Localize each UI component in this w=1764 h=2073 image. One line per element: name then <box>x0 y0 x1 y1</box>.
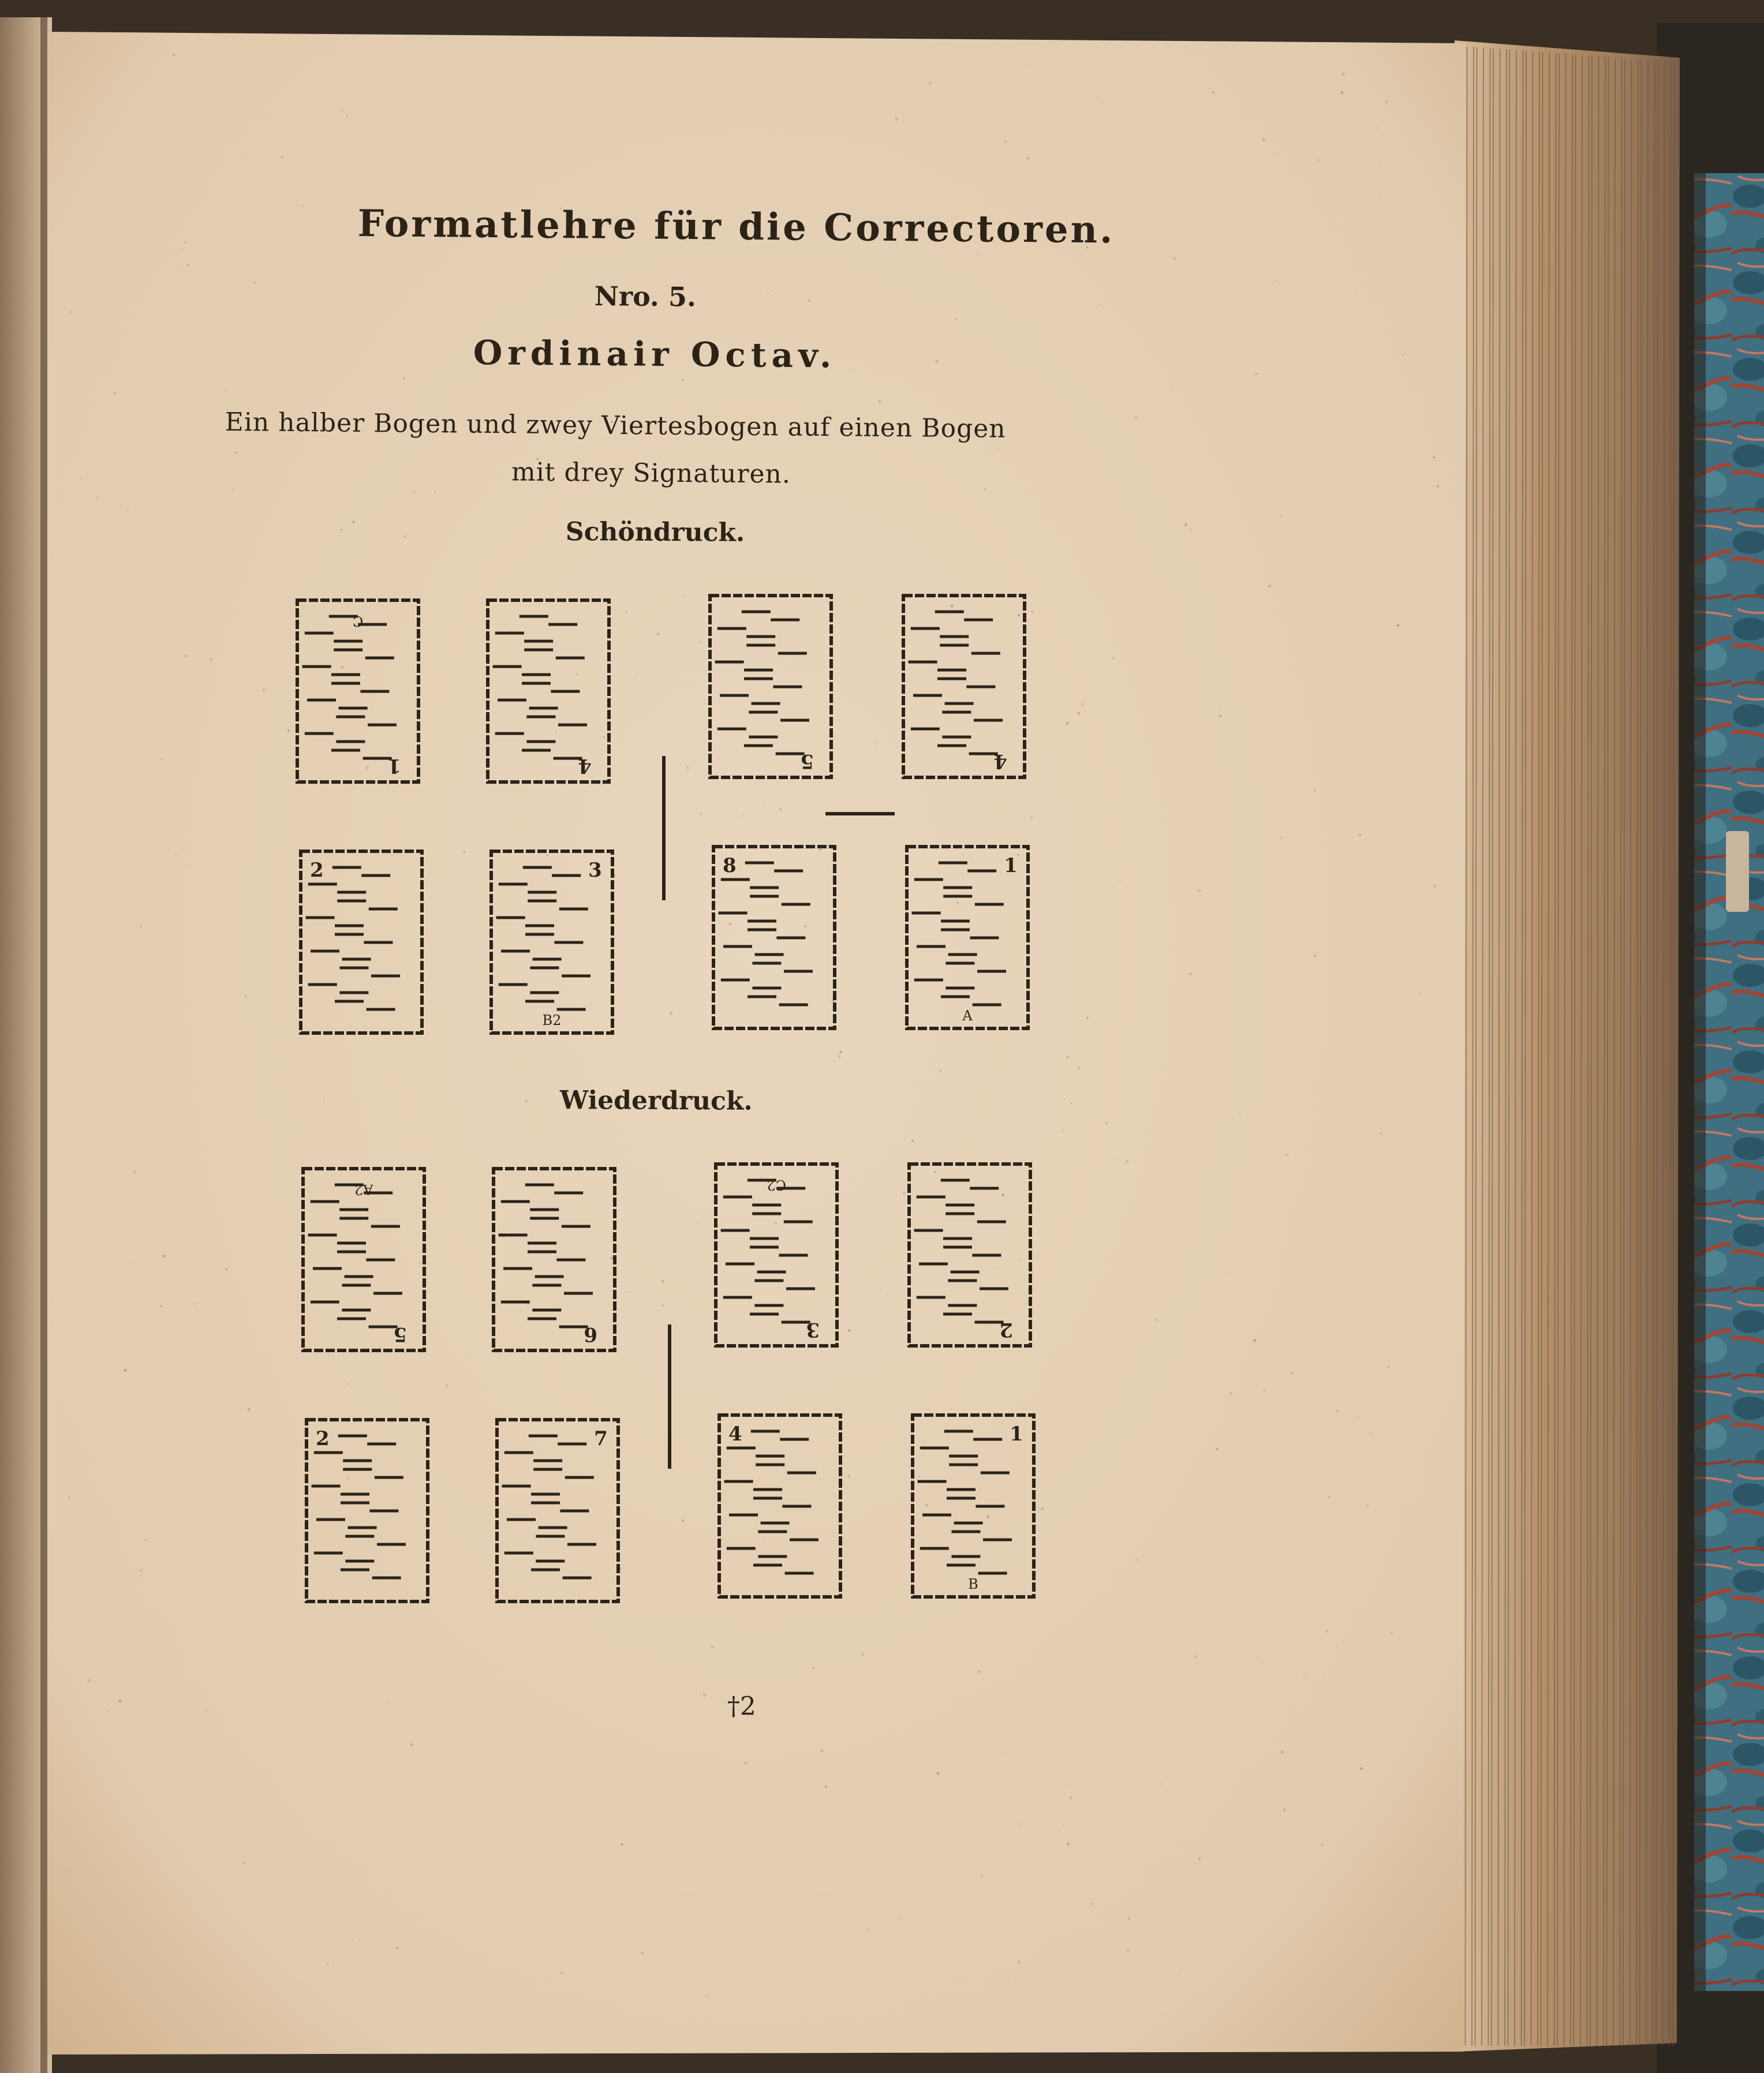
section-heading-schoendruck: Schöndruck. <box>565 517 745 548</box>
page-number: 1 <box>387 754 401 777</box>
signature-label: C <box>352 613 364 629</box>
subtitle-line-2: mit drey Signaturen. <box>511 457 791 489</box>
page-number: 2 <box>999 1318 1013 1341</box>
number-block <box>594 280 745 330</box>
signature-mark: †2 <box>727 1692 757 1722</box>
format-name: Ordinair Octav. <box>473 333 837 376</box>
footer-block <box>727 1694 820 1735</box>
page-number: 1 <box>1004 854 1018 877</box>
page-number: 5 <box>800 750 814 773</box>
section-front-block <box>565 517 745 567</box>
signature-label: C2 <box>767 1177 786 1193</box>
signature-label: B <box>968 1576 978 1592</box>
page-number: 2 <box>310 859 324 882</box>
page-title: Formatlehre für die Correctoren. <box>357 202 1115 252</box>
page-number: 4 <box>993 750 1007 773</box>
page-number: 5 <box>393 1323 407 1346</box>
bookmark-tab <box>1726 831 1749 912</box>
signature-label: A2 <box>354 1181 373 1198</box>
signature-label: B2 <box>542 1012 562 1028</box>
format-number: Nro. 5. <box>594 280 697 313</box>
subtitle-line-1: Ein halber Bogen und zwey Viertesbogen auf einen Bogen <box>225 407 1006 444</box>
signature-label: A <box>962 1008 973 1024</box>
section-heading-wiederdruck: Wiederdruck. <box>559 1086 753 1116</box>
page-number: 7 <box>594 1427 608 1450</box>
section-back-block <box>559 1086 753 1135</box>
page-number: 3 <box>588 859 602 882</box>
subtitle-block <box>225 404 1091 510</box>
page-number: 4 <box>578 754 592 777</box>
page-number: 4 <box>728 1423 742 1446</box>
page-number: 2 <box>316 1427 330 1450</box>
page-number: 3 <box>806 1318 820 1341</box>
page-title-block <box>357 202 1115 275</box>
page-number: 8 <box>723 854 737 877</box>
page-number: 6 <box>584 1323 597 1346</box>
format-name-block <box>473 333 843 397</box>
page-number: 1 <box>1010 1423 1023 1446</box>
